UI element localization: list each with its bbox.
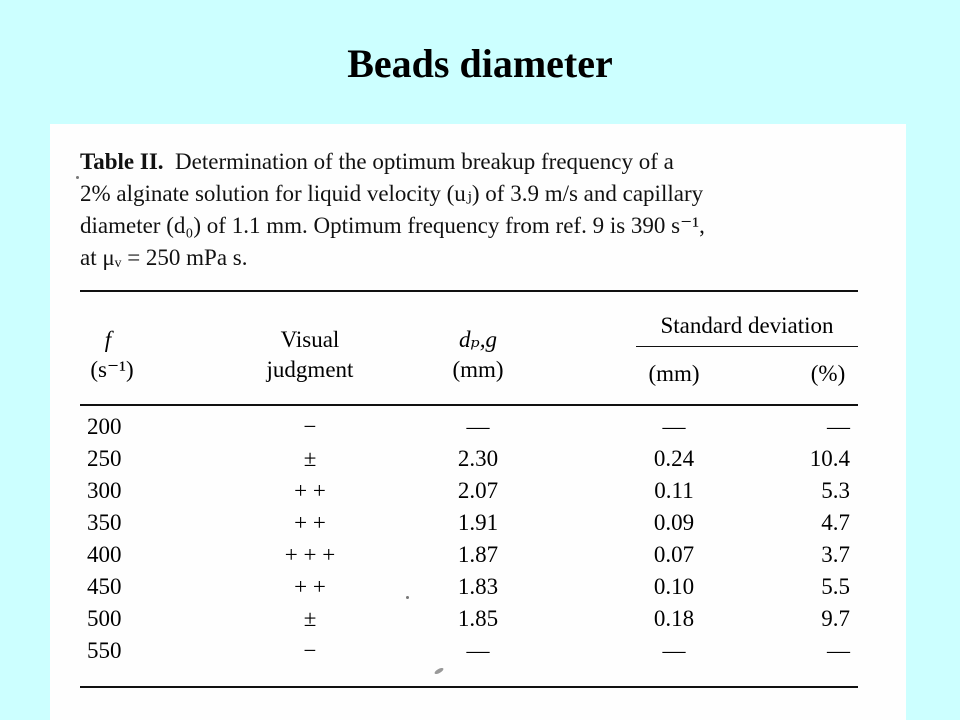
header-sd-mm: (mm) — [648, 361, 700, 386]
table-top-rule — [80, 290, 858, 292]
cell-sd-pct: — — [827, 414, 850, 439]
cell-visual-judgment: − — [303, 638, 317, 663]
cell-frequency: 550 — [87, 638, 122, 663]
cell-sd-pct: 10.4 — [809, 446, 850, 471]
cell-dpg: — — [466, 638, 490, 663]
header-f-symbol: f — [104, 327, 112, 352]
header-standard-deviation: Standard deviation — [660, 313, 834, 338]
cell-visual-judgment: + + — [294, 478, 326, 503]
cell-dpg: 2.07 — [457, 478, 499, 503]
table-caption — [80, 146, 880, 274]
header-bottom-rule — [80, 404, 858, 406]
table-row — [50, 414, 906, 446]
cell-dpg: 2.30 — [457, 446, 499, 471]
table-row — [50, 478, 906, 510]
caption-text: Determination of the optimum breakup frequency of a — [175, 149, 674, 174]
cell-visual-judgment: + + — [294, 510, 326, 535]
cell-sd-mm: 0.18 — [653, 606, 695, 631]
cell-sd-pct: 4.7 — [821, 510, 850, 535]
cell-dpg: 1.85 — [457, 606, 499, 631]
cell-frequency: 350 — [87, 510, 122, 535]
caption-line: 2% alginate solution for liquid velocity (uⱼ) of 3.9 m/s and capillary — [80, 181, 704, 206]
table-row — [50, 446, 906, 478]
header-sd-pct: (%) — [810, 361, 846, 386]
table-row — [50, 510, 906, 542]
header-f-unit: (s⁻¹) — [90, 357, 134, 382]
cell-visual-judgment: ± — [303, 446, 317, 471]
cell-sd-pct: 5.5 — [821, 574, 850, 599]
cell-frequency: 400 — [87, 542, 122, 567]
cell-dpg: — — [466, 414, 490, 439]
cell-sd-mm: — — [662, 414, 686, 439]
caption-line: diameter (d₀) of 1.1 mm. Optimum frequency from ref. 9 is 390 s⁻¹, — [80, 213, 705, 238]
cell-sd-mm: 0.24 — [653, 446, 695, 471]
header-visual: Visual — [280, 327, 340, 352]
table-row — [50, 574, 906, 606]
header-dpg-symbol: dₚ,g — [459, 327, 497, 352]
cell-visual-judgment: + + — [294, 574, 326, 599]
cell-sd-mm: 0.09 — [653, 510, 695, 535]
cell-sd-mm: — — [662, 638, 686, 663]
cell-sd-pct: 9.7 — [821, 606, 850, 631]
header-judgment: judgment — [266, 357, 354, 382]
slide-title: Beads diameter — [347, 41, 613, 86]
cell-dpg: 1.87 — [457, 542, 499, 567]
scan-speck — [406, 596, 409, 599]
caption-line: at μᵥ = 250 mPa s. — [80, 245, 248, 270]
cell-visual-judgment: ± — [303, 606, 317, 631]
cell-sd-pct: 3.7 — [821, 542, 850, 567]
table-row — [50, 542, 906, 574]
scan-speck — [76, 176, 79, 179]
cell-frequency: 300 — [87, 478, 122, 503]
cell-visual-judgment: − — [303, 414, 317, 439]
cell-sd-mm: 0.10 — [653, 574, 695, 599]
header-dpg-unit: (mm) — [452, 357, 504, 382]
caption-line — [80, 146, 880, 178]
cell-sd-mm: 0.11 — [654, 478, 694, 503]
table-bottom-rule — [80, 686, 858, 688]
cell-sd-mm: 0.07 — [653, 542, 695, 567]
cell-dpg: 1.83 — [457, 574, 499, 599]
cell-visual-judgment: + + + — [284, 542, 336, 567]
table-row — [50, 606, 906, 638]
cell-frequency: 450 — [87, 574, 122, 599]
table-row — [50, 638, 906, 670]
cell-sd-pct: 5.3 — [821, 478, 850, 503]
cell-frequency: 250 — [87, 446, 122, 471]
cell-frequency: 500 — [87, 606, 122, 631]
scanned-table-image — [50, 124, 906, 720]
cell-frequency: 200 — [87, 414, 122, 439]
cell-dpg: 1.91 — [457, 510, 499, 535]
standard-deviation-rule — [636, 346, 858, 347]
cell-sd-pct: — — [827, 638, 850, 663]
table-label: Table II. — [80, 149, 164, 174]
